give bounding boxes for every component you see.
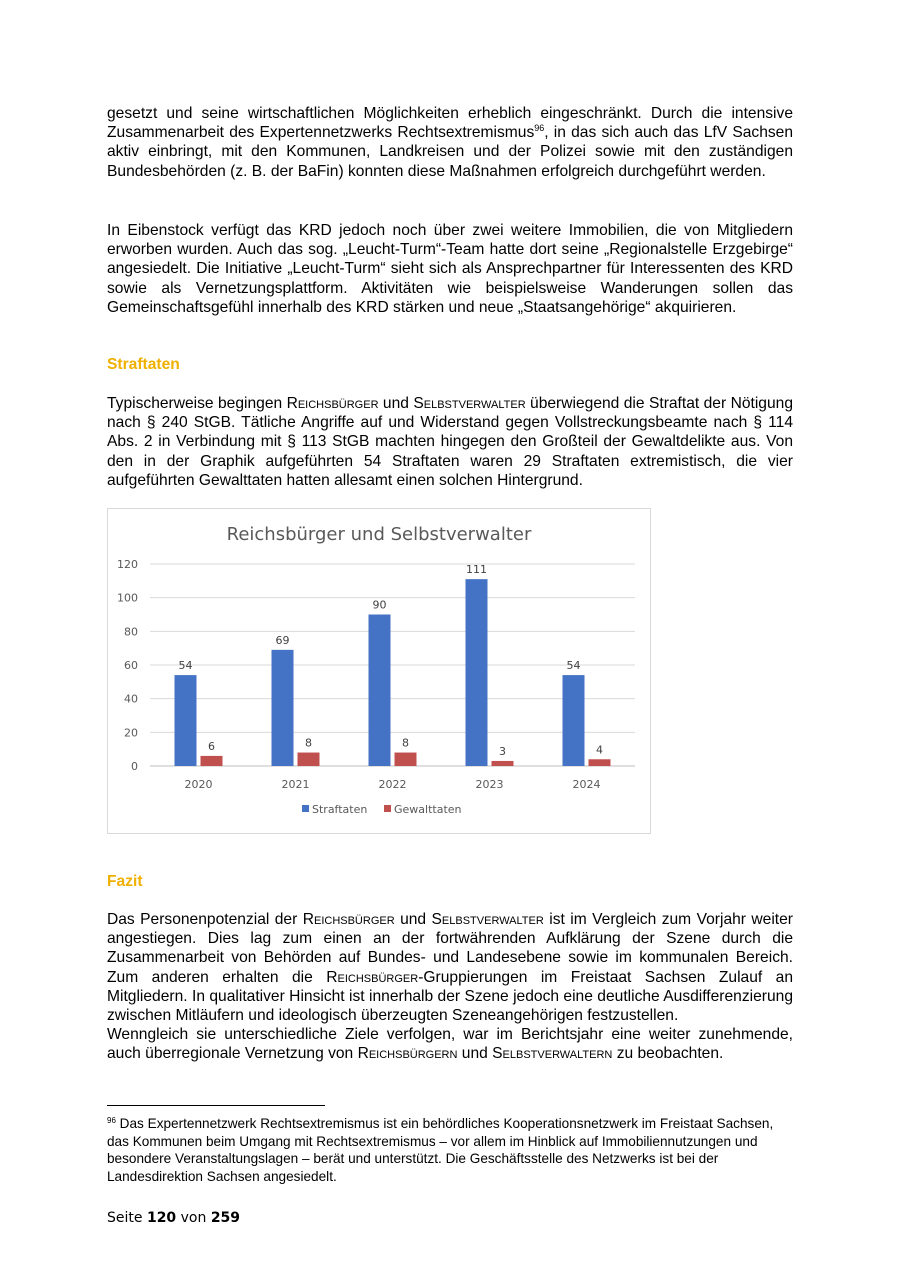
current-page: 120 [146,1210,177,1226]
data-label: 54 [178,659,193,673]
bar-gewalttaten-2022 [395,753,417,766]
bar-straftaten-2024 [563,675,585,766]
paragraph-4 [107,910,793,1064]
chart-title: Reichsbürger und Selbstverwalter [226,524,532,545]
x-tick-label: 2021 [281,778,310,791]
term-selbstverwaltern: Selbstverwaltern [492,1045,613,1063]
y-tick-label: 40 [124,692,138,706]
paragraph-4-text-e: Wenngleich sie unterschiedliche Ziele verfolgen, war im Berichtsjahr eine weiter zunehmende, auch überregionale Vernetzung von [107,1026,793,1063]
term-selbstverwalter: Selbstverwalter [413,395,526,412]
paragraph-4-text-d: -Gruppierungen im Freistaat Sachsen Zulauf an Mitgliedern. In qualitativer Hinsicht ist innerhalb der Szene jedoch eine deutliche Ausdifferenzierung zwischen Mitläufern und ideologisch überzeugten Szeneangehörigen festzustellen. [107,968,793,1025]
term-reichsbuerger: Reichsbürger [302,911,395,928]
page-of-label: von [176,1210,211,1226]
bar-gewalttaten-2023 [492,761,514,766]
term-reichsbuerger: Reichsbürger [286,395,379,412]
bar-gewalttaten-2024 [589,759,611,766]
data-label: 90 [372,598,387,612]
y-tick-label: 120 [117,558,138,571]
term-selbstverwalter: Selbstverwalter [431,911,544,928]
bar-straftaten-2022 [369,615,391,767]
paragraph-3 [107,394,793,490]
footnote [107,1115,797,1185]
x-tick-label: 2022 [378,778,407,791]
y-tick-label: 100 [117,591,138,605]
data-label: 69 [275,633,290,647]
data-label: 3 [499,744,506,758]
chart-y-axis [117,558,138,773]
paragraph-4-text-f: und [457,1045,493,1063]
data-label: 4 [596,743,603,757]
page-number [107,1210,240,1226]
paragraph-4-text-c: ist im Vergleich zum Vorjahr weiter angestiegen. Dies lag zum einen an der fortwährenden Aufklärung der Szene durch die Zusammenarbeit von Behörden auf Bundes- und Landesebene sowie im kommunalen Bereich. Zum anderen erhalten die [107,911,793,986]
chart-gridlines [150,564,635,766]
bar-gewalttaten-2020 [201,756,223,766]
legend-label-straftaten: Straftaten [312,803,368,816]
data-label: 6 [208,739,215,753]
y-tick-label: 80 [124,625,138,639]
bar-straftaten-2021 [272,650,294,766]
legend-label-gewalttaten: Gewalttaten [394,803,462,816]
y-tick-label: 60 [124,659,138,672]
footnote-text: Das Expertennetzwerk Rechtsextremismus ist ein behördliches Kooperationsnetzwerk im Freistaat Sachsen, das Kommunen beim Umgang mit Rechtsextremismus – vor allem im Hinblick auf Immobiliennutzungen und besondere Veranstaltungslagen – berät und unterstützt. Die Geschäftsstelle des Netzwerks ist bei der Landesdirektion Sachsen angesiedelt. [107,1116,774,1184]
paragraph-3-text-c: überwiegend die Straftat der Nötigung nach § 240 StGB. Tätliche Angriffe auf und Widerstand gegen Vollstreckungsbeamte nach § 114 Abs. 2 in Verbindung mit § 113 StGB machten hingegen den Großteil der Gewaltdelikte aus. Von den in der Graphik aufgeführten 54 Straftaten waren 29 Straftaten extremistisch, die vier aufgeführten Gewalttaten hatten allesamt einen solchen Hintergrund. [107,395,793,489]
paragraph-4-text-a: Das Personenpotenzial der [107,911,303,928]
bar-straftaten-2023 [466,579,488,766]
data-label: 54 [566,659,581,673]
paragraph-1-text-b: , in das sich auch das LfV Sachsen aktiv einbringt, mit den Kommunen, Landkreisen und der Polizei sowie mit den zuständigen Bundesbehörden (z. B. der BaFin) konnten diese Maßnahmen erfolgreich durchgeführt werden. [107,124,794,180]
heading-fazit: Fazit [107,873,143,890]
paragraph-3-text-a: Typischerweise begingen [107,395,287,412]
chart-frame [107,508,651,834]
data-label: 8 [402,736,409,750]
bar-straftaten-2020 [175,675,197,766]
footnote-number: 96 [107,1116,116,1125]
chart-x-axis [185,778,601,791]
legend-swatch-gewalttaten [384,805,391,812]
x-tick-label: 2023 [475,778,504,791]
chart-legend [302,803,462,816]
page-label: Seite [107,1210,147,1226]
paragraph-4-text-g: zu beobachten. [612,1045,724,1063]
paragraph-1-text-a: gesetzt und seine wirtschaftlichen Möglichkeiten erheblich eingeschränkt. Durch die intensive Zusammenarbeit des Expertennetzwerks Rechtsextremismus [107,105,793,142]
term-reichsbuerger: Reichsbürger [326,968,419,986]
bar-gewalttaten-2021 [298,753,320,766]
paragraph-1 [107,104,793,181]
footnote-reference[interactable]: 96 [534,123,545,134]
y-tick-label: 20 [124,726,138,740]
x-tick-label: 2020 [184,778,213,791]
y-tick-label: 0 [131,760,138,773]
bar-chart [108,509,650,833]
total-pages: 259 [210,1210,241,1226]
data-label: 111 [466,563,487,577]
footnote-separator [107,1105,325,1106]
x-tick-label: 2024 [572,778,601,791]
paragraph-4-text-b: und [394,911,432,928]
paragraph-2: In Eibenstock verfügt das KRD jedoch noch über zwei weitere Immobilien, die von Mitgliedern erworben wurden. Auch das sog. „Leucht-Turm“-Team hatte dort seine „Regionalstelle Erzgebirge“ angesiedelt. Die Initiative „Leucht-Turm“ sieht sich als Ansprechpartner für Interessenten des KRD sowie als Vernetzungsplattform. Aktivitäten wie beispielsweise Wanderungen sollen das Gemeinschaftsgefühl innerhalb des KRD stärken und neue „Staatsangehörige“ akquirieren. [107,222,793,316]
term-reichsbuergern: Reichsbürgern [357,1045,458,1063]
heading-straftaten: Straftaten [107,356,180,373]
data-label: 8 [305,736,312,750]
paragraph-3-text-b: und [378,395,414,412]
legend-swatch-straftaten [302,805,309,812]
